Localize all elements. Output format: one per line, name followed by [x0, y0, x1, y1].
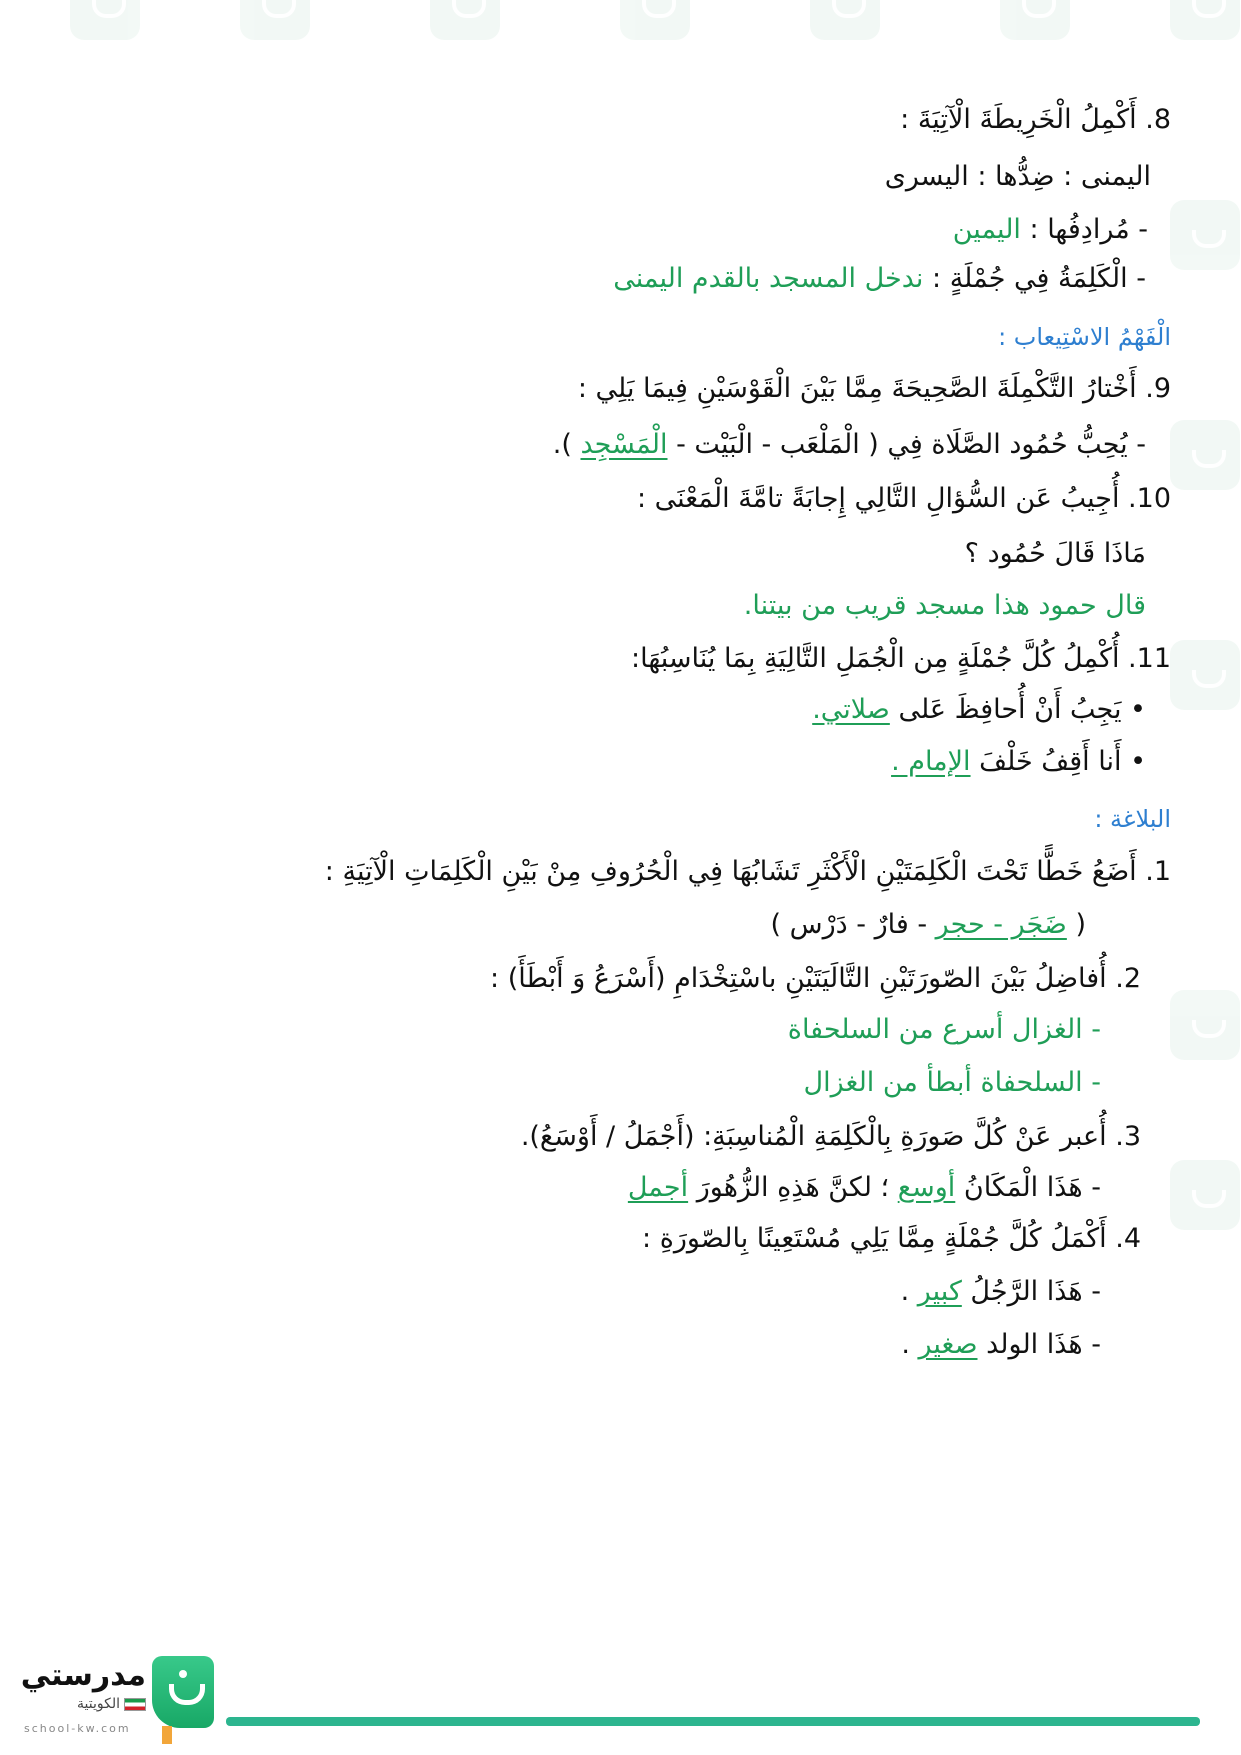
- balagha-q2-answer-2: - السلحفاة أبطأ من الغزال: [803, 1067, 1101, 1098]
- balagha-q4-title: 4. أَكْمَلُ كُلَّ جُمْلَةٍ مِمَّا يَلِي مُسْتَعِينًا بِالصّورَةِ :: [642, 1223, 1141, 1254]
- balagha-q4-line-2-text: - هَذَا الولد: [986, 1329, 1101, 1360]
- logo-url: school-kw.com: [24, 1722, 131, 1735]
- q11-bullet-1-answer: صلاتي.: [812, 694, 890, 725]
- q8-synonym-line: [953, 213, 1148, 247]
- comprehension-heading: الْفَهْمُ الاسْتِيعاب :: [998, 323, 1171, 351]
- balagha-q2-answer-1: - الغزال أسرع من السلحفاة: [787, 1014, 1101, 1045]
- balagha-q1-words: [771, 908, 1086, 942]
- q10-question: مَاذَا قَالَ حُمُود ؟: [964, 538, 1146, 569]
- q11-bullet-1: [812, 693, 1146, 727]
- q11-title: 11. أُكْمِلُ كُلَّ جُمْلَةٍ مِن الْجُمَلِ التَّالِيَةِ بِمَا يُنَاسِبُهَا:: [631, 643, 1171, 674]
- q11-bullet-2-text: • أَنا أَقِفُ خَلْفَ: [979, 746, 1146, 777]
- q9-answer: الْمَسْجِد: [580, 429, 668, 460]
- q9-sentence: [553, 428, 1146, 462]
- footer-rule: [226, 1717, 1200, 1726]
- q9-title: 9. أَخْتارُ التَّكْمِلَةَ الصَّحِيحَةَ مِمَّا بَيْنَ الْقَوْسَيْنِ فِيمَا يَلِي :: [577, 373, 1171, 404]
- q11-bullet-2-answer: الإمام .: [891, 746, 971, 777]
- q9-text: - يُحِبُّ حُمُود الصَّلَاة فِي ( الْمَلْعَب - الْبَيْت -: [676, 429, 1146, 460]
- balagha-q4-answer-1: كبير: [917, 1276, 962, 1307]
- q10-title: 10. أُجِيبُ عَن السُّؤالِ التَّالِي إِجابَةً تامَّةَ الْمَعْنَى :: [636, 483, 1171, 514]
- balagha-q1-open: (: [1075, 909, 1086, 940]
- balagha-q4-line-2: [901, 1328, 1101, 1362]
- q8-sentence-label: - الْكَلِمَةُ فِي جُمْلَةٍ :: [932, 263, 1146, 294]
- kuwait-flag-icon: [124, 1698, 146, 1711]
- q11-bullet-1-text: • يَجِبُ أَنْ أُحافِظَ عَلى: [898, 694, 1146, 725]
- balagha-q1-answer: ضَجَر - حجر: [935, 909, 1067, 940]
- balagha-q2-title: 2. أُفاضِلُ بَيْنَ الصّورَتَيْنِ التَّالَيَتَيْنِ باسْتِخْدَامِ (أَسْرَعُ وَ أَبْطَأَ) :: [490, 963, 1141, 994]
- balagha-q4-line-1: [901, 1275, 1101, 1309]
- balagha-q1-rest: - فارٌ - دَرْس ): [770, 909, 928, 940]
- q9-end: ).: [552, 429, 572, 460]
- logo-subtitle: الكويتية: [52, 1696, 146, 1712]
- balagha-q3-title: 3. أُعبر عَنْ كُلَّ صَورَةِ بِالْكَلِمَةِ الْمُناسِبَةِ: (أَجْمَلُ / أَوْسَعُ).: [520, 1121, 1141, 1152]
- q8-title: 8. أَكْمِلُ الْخَرِيطَةَ الْآتِيَةَ :: [900, 104, 1171, 135]
- q8-synonym-label: - مُرادِفُها :: [1029, 214, 1148, 245]
- balagha-q3-part-2: ؛ لكنَّ هَذِهِ الزُّهُورَ: [696, 1172, 890, 1203]
- balagha-q3-sentence: [628, 1171, 1101, 1205]
- balagha-q3-answer-1: أوسع: [897, 1172, 956, 1203]
- balagha-heading: البلاغة :: [1094, 805, 1171, 833]
- q8-synonym-answer: اليمين: [952, 214, 1021, 245]
- q8-sentence-line: [613, 262, 1146, 296]
- site-logo[interactable]: [20, 1656, 214, 1746]
- balagha-q4-dot-1: .: [900, 1276, 910, 1307]
- balagha-q4-dot-2: .: [901, 1329, 910, 1360]
- balagha-q1-title: 1. أَضَعُ خَطًّا تَحْتَ الْكَلِمَتَيْنِ الْأَكْثَرِ تَشَابُهَا فِي الْحُرُوفِ مِنْ بَيْنِ الْكَلِمَاتِ الْآتِيَةِ :: [324, 856, 1171, 887]
- q8-sentence-answer: ندخل المسجد بالقدم اليمنى: [613, 263, 924, 294]
- logo-mark-icon: [152, 1656, 214, 1728]
- q8-antonym-line: اليمنى : ضِدُّها : اليسرى: [884, 161, 1151, 192]
- q11-bullet-2: [891, 745, 1146, 779]
- q10-answer: قال حمود هذا مسجد قريب من بيتنا.: [743, 590, 1146, 621]
- balagha-q4-answer-2: صغير: [918, 1329, 978, 1360]
- balagha-q3-answer-2: أجمل: [627, 1172, 689, 1203]
- balagha-q3-part-1: - هَذَا الْمَكَانُ: [963, 1172, 1101, 1203]
- logo-text: مدرستي: [20, 1658, 146, 1693]
- balagha-q4-line-1-text: - هَذَا الرَّجُلُ: [970, 1276, 1101, 1307]
